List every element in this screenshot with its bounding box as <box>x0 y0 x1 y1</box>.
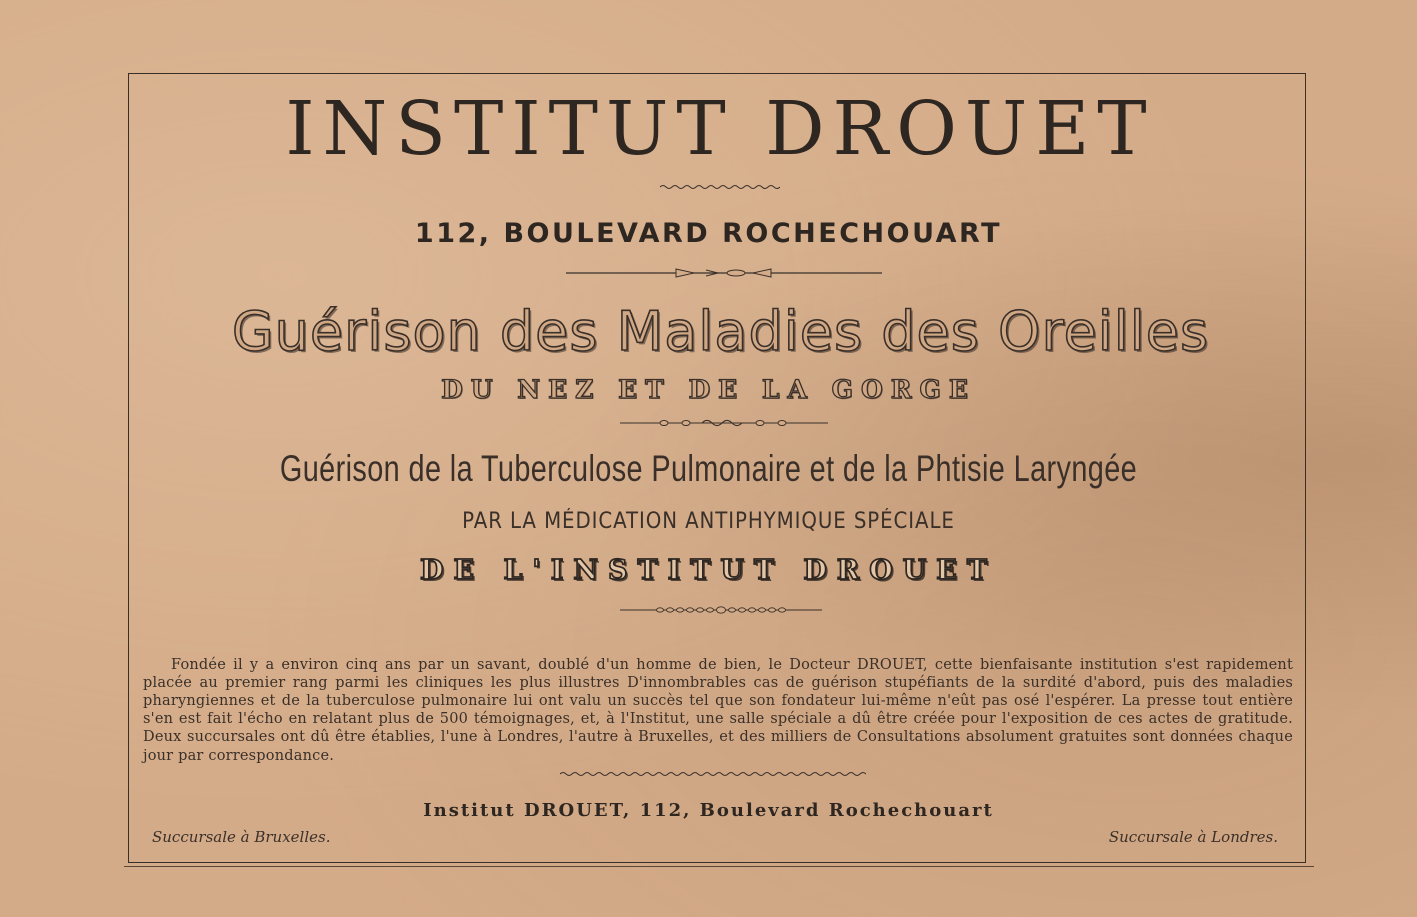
arrow-rule-ornament <box>566 266 882 280</box>
wavy-rule-ornament <box>660 183 780 191</box>
method-line: PAR LA MÉDICATION ANTIPHYMIQUE SPÉCIALE <box>462 509 955 534</box>
branch-brussels: Succursale à Bruxelles. <box>152 828 331 846</box>
scroll-rule-ornament <box>620 418 828 428</box>
institute-name-line: DE L'INSTITUT DROUET <box>420 555 997 586</box>
heading-ears: Guérison des Maladies des Oreilles <box>231 300 1210 363</box>
chain-rule-ornament <box>620 605 822 615</box>
heading-nose-throat: DU NEZ ET DE LA GORGE <box>441 375 976 404</box>
border-underline <box>124 866 1314 867</box>
footer-address: Institut DROUET, 112, Boulevard Rochechouart <box>423 800 994 821</box>
institute-address: 112, BOULEVARD ROCHECHOUART <box>414 218 1003 249</box>
heading-tuberculosis: Guérison de la Tuberculose Pulmonaire et de la Phtisie Laryngée <box>279 448 1138 489</box>
institute-title: INSTITUT DROUET <box>285 86 1155 172</box>
description-paragraph: Fondée il y a environ cinq ans par un savant, doublé d'un homme de bien, le Docteur DROUET, cette bienfaisante institution s'est rapidement placée au premier rang parmi les cliniques les plus illustres D'innombrables cas de guérison stupéfiants de la surdité d'abord, puis des maladies pharyngiennes et de la tuberculose pulmonaire lui ont valu un succès tel que son fondateur lui-même n'eût pas osé l'espérer. La presse tout entière s'en est fait l'écho en relatant plus de 500 témoignages, et, à l'Institut, une salle spéciale a dû être créée pour l'exposition de ces actes de gratitude. Deux succursales ont dû être établies, l'une à Londres, l'autre à Bruxelles, et des milliers de Consultations absolument gratuites sont données chaque jour par correspondance. <box>143 656 1293 764</box>
footer-wavy-rule <box>560 770 866 778</box>
branch-london: Succursale à Londres. <box>1108 828 1278 846</box>
